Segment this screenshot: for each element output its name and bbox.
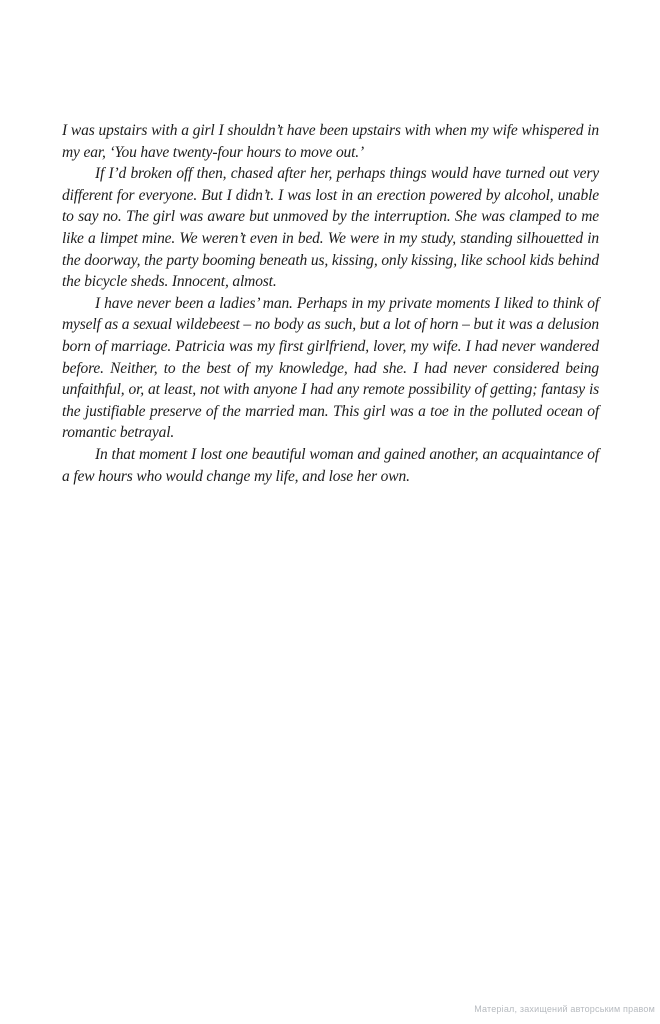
paragraph-1: I was upstairs with a girl I shouldn’t have been upstairs with when my wife whispered in my ear, ‘You have twenty-four hours to move out.’: [62, 122, 599, 161]
paragraph-2: If I’d broken off then, chased after her, perhaps things would have turned out very different for everyone. But I didn’t. I was lost in an erection powered by alcohol, unable to say no. The girl was aware but unmoved by the interruption. She was clamped to me like a limpet mine. We weren’t even in bed. We were in my study, standing silhouetted in the doorway, the party booming beneath us, kissing, only kissing, like school kids behind the bicycle sheds. Innocent, almost.: [62, 165, 599, 291]
body-text-block: [62, 120, 599, 487]
paragraph-4: In that moment I lost one beautiful woman and gained another, an acquaintance of a few hours who would change my life, and lose her own.: [62, 445, 599, 485]
paragraph-3: I have never been a ladies’ man. Perhaps in my private moments I liked to think of myself as a sexual wildebeest – no body as such, but a lot of horn – but it was a delusion born of marriage. Patricia was my first girlfriend, lover, my wife. I had never wandered before. Neither, to the best of my knowledge, had she. I had never considered being unfaithful, or, at least, not with anyone I had any remote possibility of getting; fantasy is the justifiable preserve of the married man. This girl was a toe in the polluted ocean of romantic betrayal.: [62, 294, 599, 442]
copyright-watermark: Матеріал, захищений авторським правом: [474, 1004, 655, 1014]
